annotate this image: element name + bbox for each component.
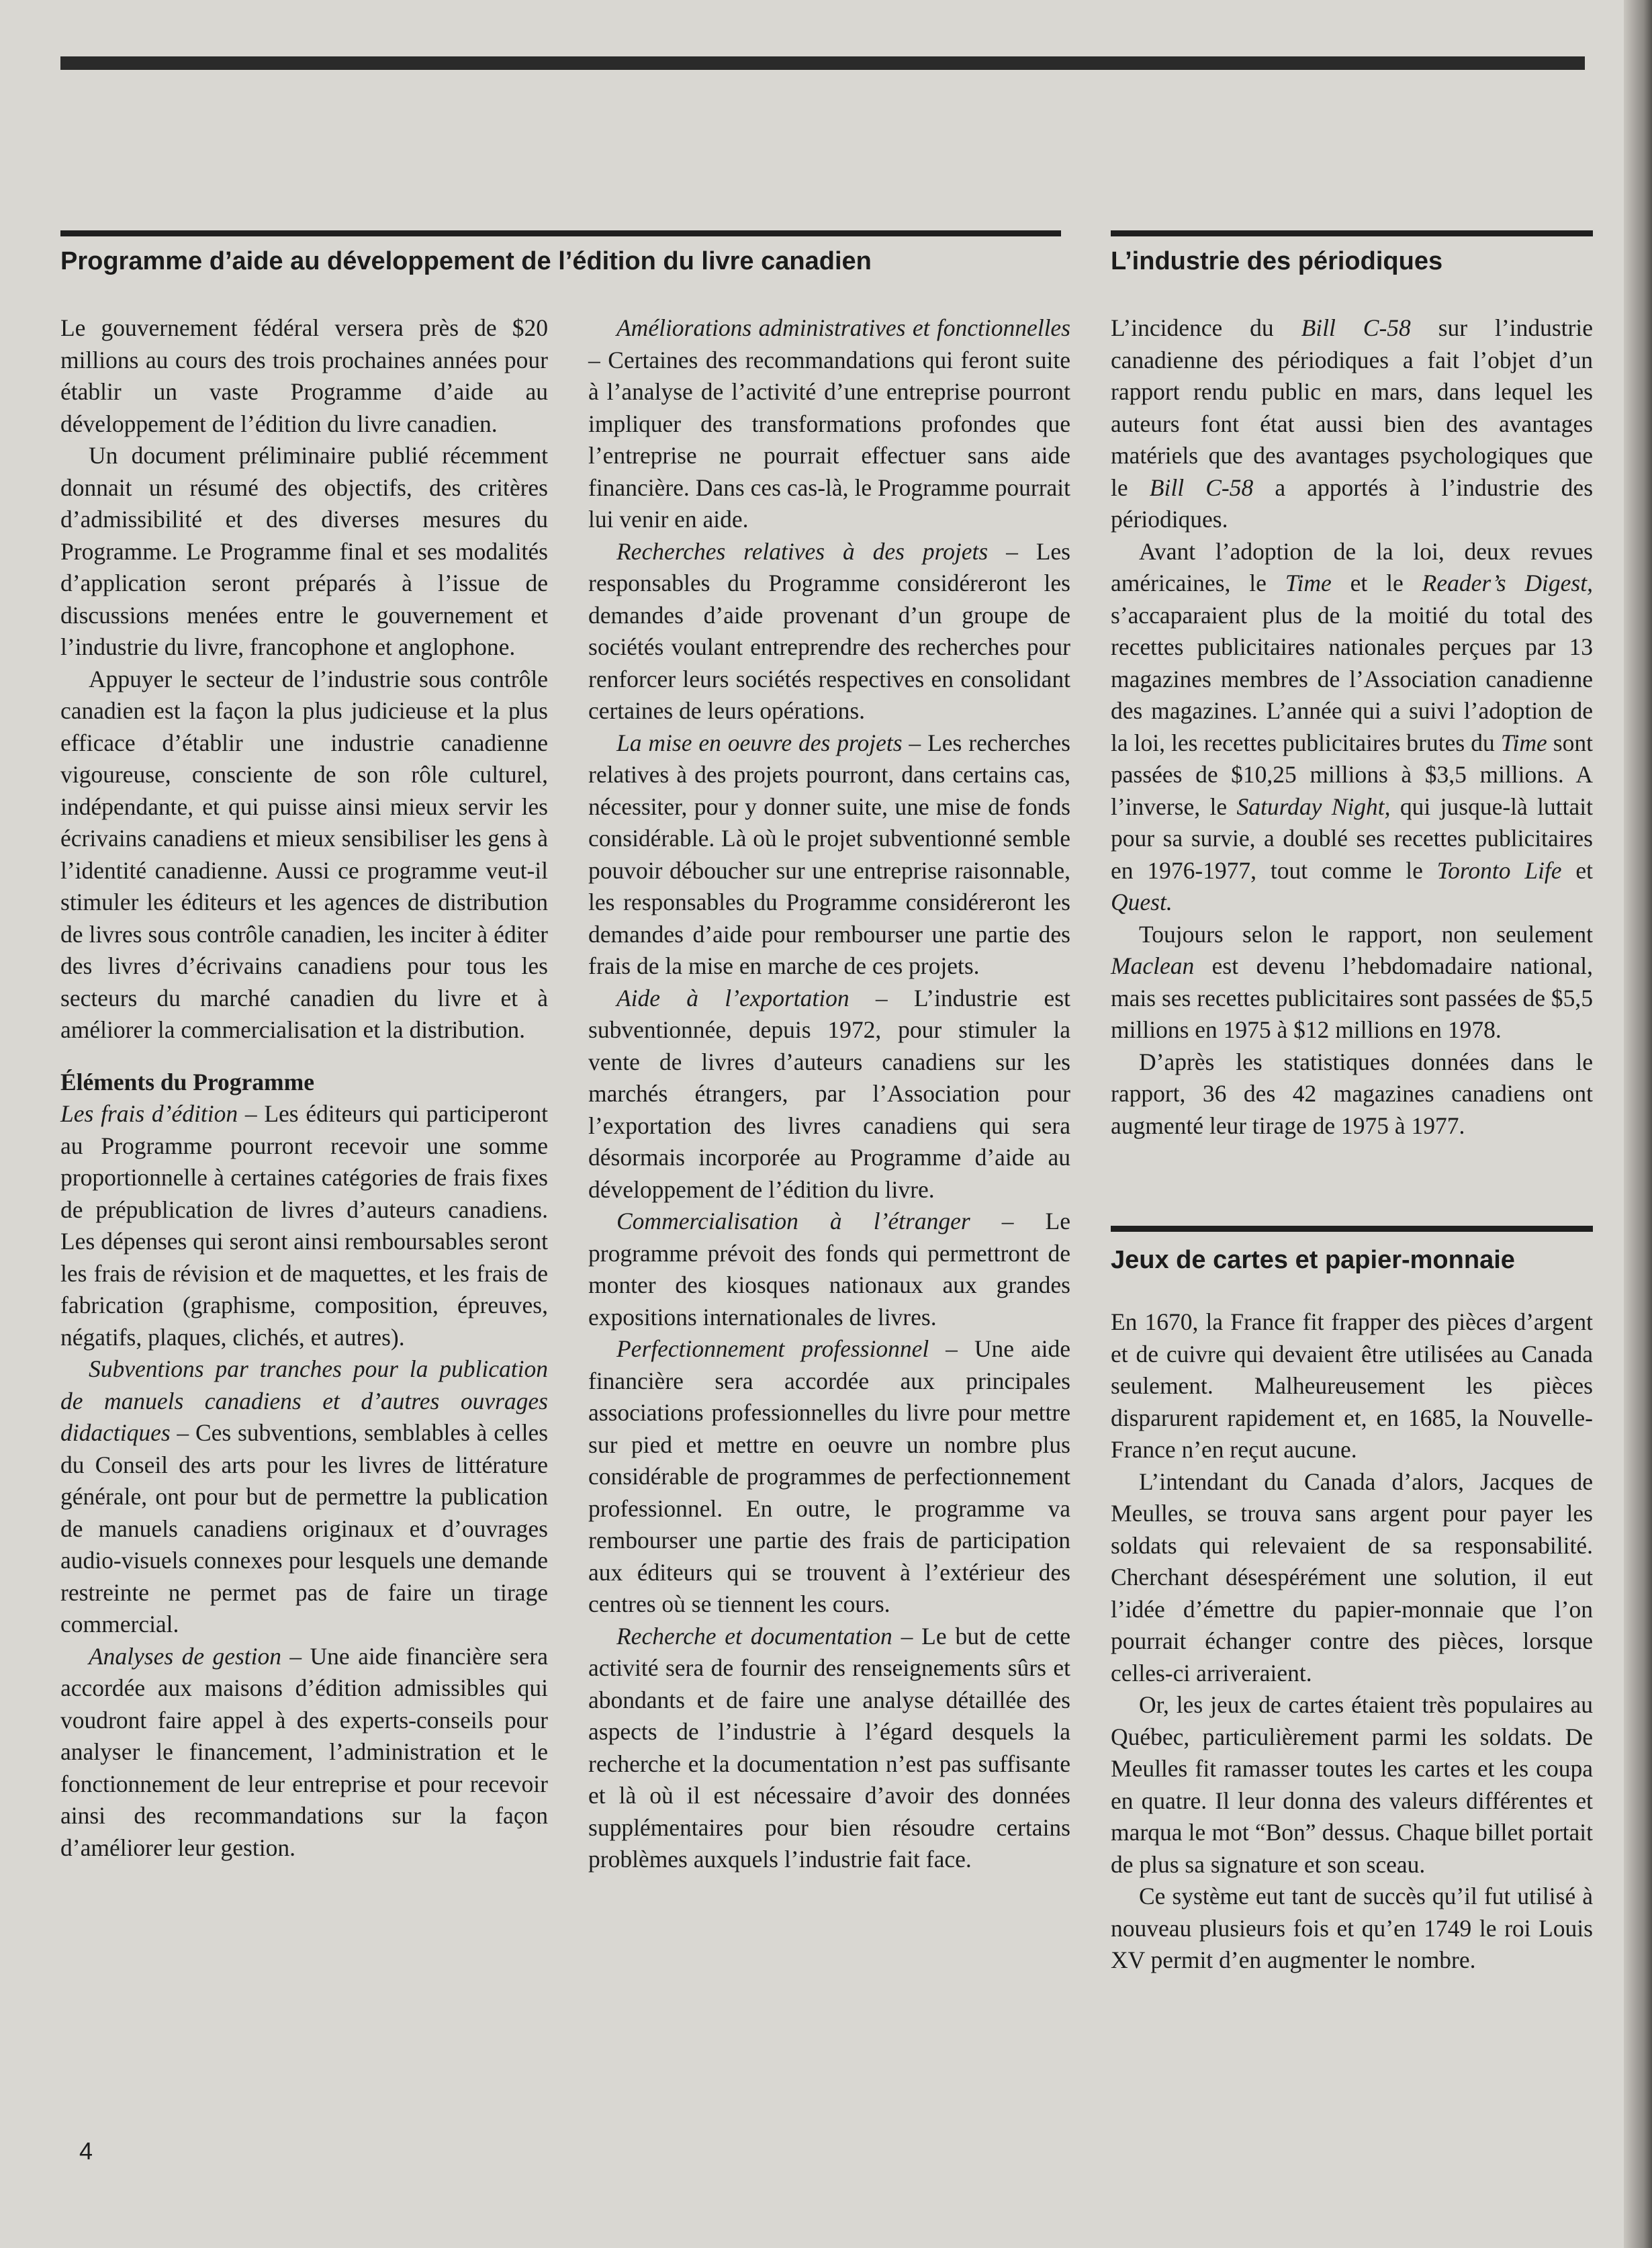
paragraph-lead: Subventions par tranches pour la publication de manuels canadiens et d’autres ouvrages didactiques – [60,1355,548,1446]
article3-rule [1111,1226,1593,1232]
page-edge-shadow [1624,0,1652,2248]
paragraph [1111,536,1593,919]
paragraph-text: Les recherches relatives à des projets pourront, dans certains cas, nécessiter, pour y donner suite, une mise de fonds considérable. Là où le projet subventionné semble pouvoir déboucher sur une entreprise raisonnable, les responsables du Programme considéreront les demandes d’aide pour rembourser une partie des frais de la mise en marche de ces projets. [588,729,1070,979]
article1-rule [60,230,1061,236]
paragraph [1111,919,1593,1046]
paragraph [588,536,1070,727]
paragraph [60,1353,548,1641]
article2-column [1111,312,1593,1142]
text: est devenu l’hebdomadaire national, mais ses recettes publicitaires sont passées de $5,5 millions en 1975 à $12 millions en 1978. [1111,952,1593,1043]
paragraph-lead: Recherche et documentation – [616,1622,913,1650]
paragraph: Appuyer le secteur de l’industrie sous contrôle canadien est la façon la plus judicieuse et la plus efficace d’établir une industrie canadienne vigoureuse, consciente de son rôle culturel, indépendante, et qui puisse ainsi mieux servir les écrivains canadiens et mieux sensibiliser les gens à l’identité canadienne. Aussi ce programme veut-il stimuler les éditeurs et les agences de distribution de livres sous contrôle canadien, les inciter à éditer des livres d’écrivains canadiens pour tous les secteurs du marché canadien du livre et à améliorer la commercialisation et la distribution. [60,665,548,1043]
magazine-title: Time [1285,570,1332,596]
bill-title: Bill C-58 [1301,314,1411,341]
text: sont passées de $10,25 millions à $3,5 millions. A l’inverse, le [1111,729,1593,820]
paragraph-lead: Aide à l’exportation – [616,984,888,1011]
top-rule [60,56,1585,70]
paragraph-lead: Les frais d’édition – [60,1100,257,1127]
paragraph-text: Une aide financière sera accordée aux principales associations professionnelles du livre pour mettre sur pied et mettre en oeuvre un nombre plus considérable de programmes de perfectionnement professionnel. En outre, le programme va rembourser une partie des frais de participation aux éditeurs qui se trouvent à l’extérieur des centres où se tiennent les cours. [588,1335,1070,1617]
paragraph-lead: La mise en oeuvre des projets – [616,729,921,756]
article2-rule [1111,230,1593,236]
paragraph-text: Ces subventions, semblables à celles du Conseil des arts pour les livres de littérature générale, ont pour but de permettre la publication de manuels canadiens originaux et d’ouvrages audio-visuels connexes pour lesquels une demande restreinte ne permet pas de faire un tirage commercial. [60,1419,549,1637]
paragraph-text: Une aide financière sera accordée aux maisons d’édition admissibles qui voudront faire appel à des experts-conseils pour analyser le financement, l’administration et le fonctionnement de leur entreprise et pour recevoir ainsi des recommandations sur la façon d’améliorer leur gestion. [60,1642,548,1861]
paragraph-lead: Perfectionnement professionnel – [616,1335,958,1362]
paragraph: Un document préliminaire publié récemment donnait un résumé des objectifs, des critères d’admissibilité et des diverses mesures du Programme. Le Programme final et ses modalités d’application seront préparés à l’issue de discussions menées entre le gouvernement et l’industrie du livre, francophone et anglophone. [60,442,548,660]
paragraph-text: Le but de cette activité sera de fournir des renseignements sûrs et abondants et de faire une analyse détaillée des aspects de l’industrie à l’égard desquels la recherche et la documentation n’est pas suffisante et là où il est nécessaire d’avoir des données supplémentaires pour bien résoudre certains problèmes auxquels l’industrie fait face. [588,1622,1070,1873]
text: Toujours selon le rapport, non seulement [1139,920,1593,948]
paragraph [588,983,1070,1206]
paragraph [588,727,1070,983]
paragraph [588,1621,1070,1876]
paragraph: Or, les jeux de cartes étaient très populaires au Québec, particulièrement parmi les soldats. De Meulles fit ramasser toutes les cartes et les coupa en quatre. Il leur donna des valeurs différentes et marqua le mot “Bon” dessus. Chaque billet portait de plus sa signature et son sceau. [1111,1691,1593,1878]
paragraph: En 1670, la France fit frapper des pièces d’argent et de cuivre qui devaient être utilisées au Canada seulement. Malheureusement les pièces disparurent rapidement et, en 1685, la Nouvelle-France n’en reçut aucune. [1111,1308,1593,1463]
subheading: Éléments du Programme [60,1068,314,1095]
article3-title: Jeux de cartes et papier-monnaie [1111,1246,1515,1274]
article1-title: Programme d’aide au développement de l’édition du livre canadien [60,247,872,275]
paragraph [1111,312,1593,536]
paragraph [588,312,1070,536]
text: qui jusque-là luttait pour sa survie, a doublé ses recettes publicitaires en 1976-1977, tout comme le [1111,793,1593,884]
paragraph-text: Les éditeurs qui participeront au Programme pourront recevoir une somme proportionnelle à certaines catégories de frais fixes de prépublication de livres d’auteurs canadiens. Les dépenses qui seront ainsi remboursables seront les frais de révision et de maquettes, et les frais de fabrication (graphisme, composition, épreuves, négatifs, plaques, clichés, et autres). [60,1100,548,1351]
paragraph: Le gouvernement fédéral versera près de $20 millions au cours des trois prochaines années pour établir un vaste Programme d’aide au développement de l’édition du livre canadien. [60,314,548,437]
paragraph [60,1641,548,1864]
article2-title: L’industrie des périodiques [1111,247,1443,275]
magazine-title: Quest. [1111,889,1173,915]
article3-column [1111,1306,1593,1977]
paragraph: L’intendant du Canada d’alors, Jacques de Meulles, se trouva sans argent pour payer les soldats qui relevaient de sa responsabilité. Cherchant désespérément une solution, il eut l’idée d’émettre du papier-monnaie que l’on pourrait échanger contre des pièces, lorsque celles-ci arriveraient. [1111,1468,1593,1687]
page-number: 4 [79,2137,93,2165]
paragraph [588,1333,1070,1621]
paragraph: Ce système eut tant de succès qu’il fut utilisé à nouveau plusieurs fois et qu’en 1749 le roi Louis XV permit d’en augmenter le nombre. [1111,1883,1593,1973]
paragraph-lead: Améliorations administratives et fonctionnelles – [588,314,1070,373]
text: Avant l’adoption de la loi, deux revues américaines, le [1111,537,1593,596]
paragraph-text: Le programme prévoit des fonds qui permettront de monter des kiosques nationaux aux grandes expositions internationales de livres. [588,1208,1070,1331]
article1-column-2 [588,312,1070,1876]
magazine-title: Toronto Life [1436,856,1562,884]
magazine-title: Reader’s Digest, [1422,570,1593,596]
bill-title: Bill C-58 [1149,474,1254,501]
text: a apportés à l’industrie des périodiques. [1111,474,1594,533]
magazine-title: Maclean [1111,952,1195,979]
text: et le [1331,570,1422,596]
paragraph-lead: Recherches relatives à des projets – [616,537,1018,565]
paragraph [588,1206,1070,1333]
magazine-title: Saturday Night, [1236,793,1391,820]
text: s’accaparaient plus de la moitié du total des recettes publicitaires nationales perçues par 13 magazines membres de l’Association canadienne des magazines. L’année qui a suivi l’adoption de la loi, les recettes publicitaires brutes du [1111,601,1593,756]
article1-column-1 [60,312,548,1864]
magazine-title: Time [1500,729,1547,756]
paragraph-lead: Analyses de gestion – [89,1642,302,1670]
paragraph: D’après les statistiques données dans le rapport, 36 des 42 magazines canadiens ont augmenté leur tirage de 1975 à 1977. [1111,1048,1593,1139]
text: L’incidence du [1111,314,1301,341]
paragraph-text: Les responsables du Programme considéreront les demandes d’aide provenant d’un groupe de sociétés voulant entreprendre des recherches pour renforcer leurs sociétés respectives en consolidant certaines de leurs opérations. [588,537,1070,724]
text: et [1561,856,1594,884]
paragraph [60,1098,548,1353]
paragraph-text: Certaines des recommandations qui feront suite à l’analyse de l’activité d’une entreprise pourront impliquer des transformations profondes que l’entreprise ne pourrait effectuer sans aide financière. Dans ces cas-là, le Programme pourrait lui venir en aide. [588,346,1070,533]
paragraph-lead: Commercialisation à l’étranger – [616,1208,1014,1234]
text: sur l’industrie canadienne des périodiques a fait l’objet d’un rapport rendu public en mars, dans lequel les auteurs font état aussi bien des avantages matériels que des avantages psychologiques que le [1111,314,1593,501]
paragraph-text: L’industrie est subventionnée, depuis 1972, pour stimuler la vente de livres d’auteurs canadiens sur les marchés étrangers, par l’Association pour l’exportation des livres canadiens qui sera désormais incorporée au Programme d’aide au développement de l’édition du livre. [588,984,1070,1203]
